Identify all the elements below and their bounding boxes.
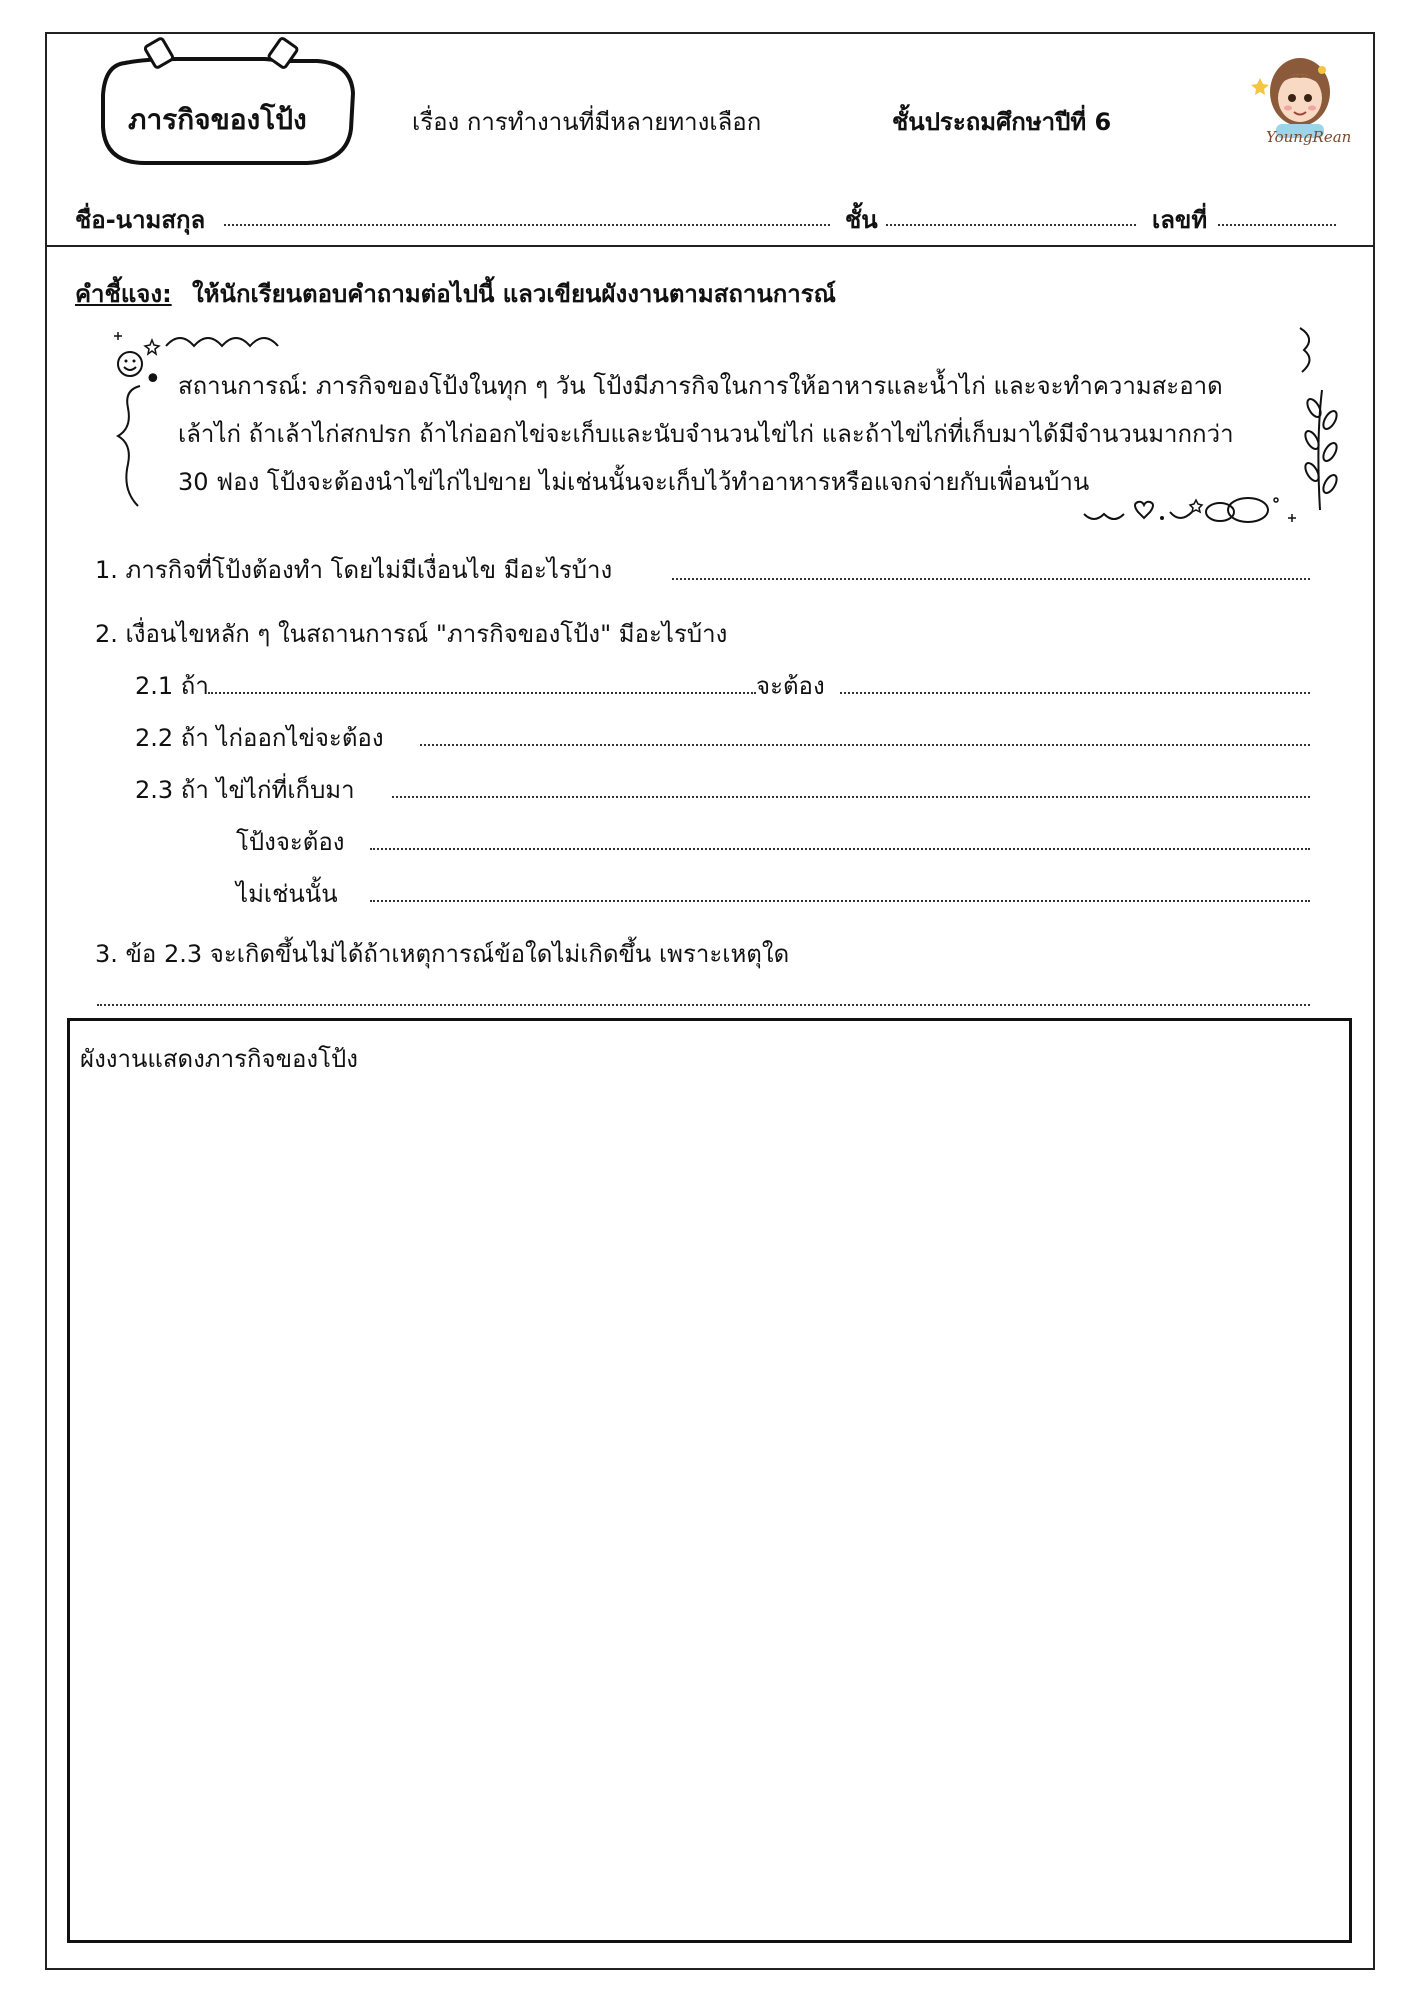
number-field[interactable]: [1218, 224, 1336, 226]
scenario-bullet: •: [144, 362, 162, 397]
flowchart-title: ผังงานแสดงภารกิจของโป้ง: [80, 1045, 358, 1073]
answer-1-field[interactable]: [672, 578, 1310, 580]
flowchart-area[interactable]: [67, 1018, 1352, 1943]
instructions-label: คำชี้แจง:: [75, 280, 172, 308]
question-2-2: 2.2 ถ้า ไก่ออกไข่จะต้อง: [135, 724, 384, 752]
question-1: 1. ภารกิจที่โป้งต้องทำ โดยไม่มีเงื่อนไข มีอะไรบ้าง: [95, 556, 613, 584]
grade-text: ชั้นประถมศึกษาปีที่ 6: [892, 108, 1112, 136]
header-divider: [45, 245, 1375, 247]
question-2-3-else: ไม่เช่นนั้น: [236, 880, 338, 908]
question-2: 2. เงื่อนไขหลัก ๆ ในสถานการณ์ "ภารกิจของโป้ง" มีอะไรบ้าง: [95, 620, 728, 648]
answer-3-field[interactable]: [97, 1004, 1310, 1006]
question-2-3-then: โป้งจะต้อง: [236, 828, 345, 856]
number-label: เลขที่: [1152, 206, 1208, 234]
class-label: ชั้น: [845, 206, 878, 234]
scenario-line-2: เล้าไก่ ถ้าเล้าไก่สกปรก ถ้าไก่ออกไข่จะเก็บและนับจำนวนไข่ไก่ และถ้าไข่ไก่ที่เก็บมาได้มีจำนวนมากกว่า: [178, 420, 1234, 448]
answer-2-3-else-field[interactable]: [370, 900, 1310, 902]
name-field[interactable]: [224, 224, 830, 226]
class-field[interactable]: [886, 224, 1136, 226]
question-2-1-then: จะต้อง: [756, 672, 825, 700]
badge-title: ภารกิจของโป้ง: [128, 103, 307, 136]
answer-2-2-field[interactable]: [420, 744, 1310, 746]
scenario-line-3: 30 ฟอง โป้งจะต้องนำไข่ไก่ไปขาย ไม่เช่นนั้นจะเก็บไว้ทำอาหารหรือแจกจ่ายกับเพื่อนบ้าน: [178, 468, 1090, 496]
youngrean-logo: [1248, 48, 1356, 148]
answer-2-3-condition-field[interactable]: [392, 796, 1310, 798]
answer-2-1-condition-field[interactable]: [208, 692, 756, 694]
left-curly-brace-icon: [110, 378, 150, 518]
hearts-doodle-icon: [1080, 490, 1310, 530]
question-3: 3. ข้อ 2.3 จะเกิดขึ้นไม่ได้ถ้าเหตุการณ์ข้อใดไม่เกิดขึ้น เพราะเหตุใด: [95, 940, 790, 968]
question-2-3: 2.3 ถ้า ไข่ไก่ที่เก็บมา: [135, 776, 355, 804]
answer-2-1-action-field[interactable]: [840, 692, 1310, 694]
logo-text: YoungRean: [1266, 128, 1352, 146]
instructions-text: ให้นักเรียนตอบคำถามต่อไปนี้ แลวเขียนผังงานตามสถานการณ์: [192, 280, 836, 308]
topic-text: เรื่อง การทำงานที่มีหลายทางเลือก: [412, 108, 762, 136]
scenario-line-1: สถานการณ์: ภารกิจของโป้งในทุก ๆ วัน โป้งมีภารกิจในการให้อาหารและน้ำไก่ และจะทำความสะอาด: [178, 372, 1223, 400]
question-2-1-if: 2.1 ถ้า: [135, 672, 209, 700]
name-label: ชื่อ-นามสกุล: [75, 206, 206, 234]
answer-2-3-then-field[interactable]: [370, 848, 1310, 850]
